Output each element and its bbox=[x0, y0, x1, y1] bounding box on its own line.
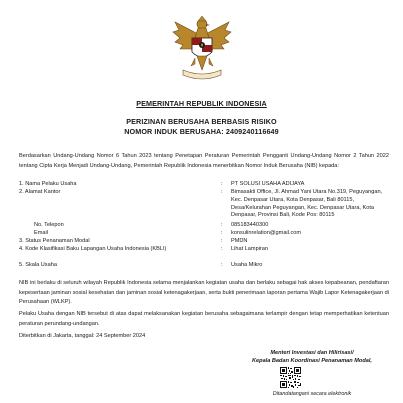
field-label: Email bbox=[34, 230, 48, 236]
intro-paragraph: Berdasarkan Undang-Undang Nomor 6 Tahun 2023 tentang Penetapan Peraturan Pemerintah Pengganti Undang-Undang Nomor 2 Tahun 2022 tentang Cipta Kerja Menjadi Undang-Undang, Pemerintah Republik Indonesia menerbitkan Nomor Induk Berusaha (NIB) kepada: bbox=[19, 153, 389, 169]
field-colon: : bbox=[221, 246, 223, 252]
e-signature-note: Ditandatangani secara elektronik bbox=[272, 391, 352, 397]
field-value: Lihat Lampiran bbox=[231, 246, 269, 252]
field-colon: : bbox=[221, 181, 223, 187]
nib-number: NOMOR INDUK BERUSAHA: 2409240116649 bbox=[124, 127, 279, 136]
field-label: No. Telepon bbox=[34, 222, 64, 228]
field-colon: : bbox=[221, 222, 223, 228]
field-value: PMDN bbox=[231, 238, 248, 244]
field-value: Bimasakti Office, Jl. Ahmad Yani Utara No.319, Peguyangan, Kec. Denpasar Utara, Kota Denpasar, Bali 80115, Desa/Kelurahan Peguyangan, Kec. Denpasar Utara, Kota Denpasar, Provinsi Bali, Kode Pos: 80115 bbox=[231, 189, 383, 219]
signatory-title-1: Menteri Investasi dan Hilirisasi/ bbox=[270, 350, 354, 356]
field-colon: : bbox=[221, 189, 223, 195]
field-value: PT SOLUSI USAHA ADIJAYA bbox=[231, 181, 305, 187]
field-label: 3. Status Penanaman Modal bbox=[19, 238, 90, 244]
field-label: 5. Skala Usaha bbox=[19, 262, 57, 268]
field-label: 2. Alamat Kantor bbox=[19, 189, 61, 195]
signatory-title-2: Kepala Badan Koordinasi Penanaman Modal, bbox=[252, 358, 372, 364]
issued-date: Diterbitkan di Jakarta, tanggal: 24 September 2024 bbox=[19, 333, 146, 339]
qr-code-icon bbox=[280, 367, 301, 388]
field-label: 4. Kode Klasifikasi Baku Lapangan Usaha Indonesia (KBLI) bbox=[19, 246, 167, 252]
field-value: Usaha Mikro bbox=[231, 262, 263, 268]
pelaku-usaha-paragraph: Pelaku Usaha dengan NIB tersebut di atas dapat melaksanakan kegiatan berusaha sebagaimana terlampir dengan tetap memperhatikan ketentuan peraturan perundang-undangan. bbox=[19, 311, 389, 327]
field-colon: : bbox=[221, 238, 223, 244]
field-colon: : bbox=[221, 230, 223, 236]
field-value: 085183440300 bbox=[231, 222, 269, 228]
garuda-emblem-icon bbox=[171, 14, 233, 86]
field-label: 1. Nama Pelaku Usaha bbox=[19, 181, 77, 187]
document-title: PERIZINAN BERUSAHA BERBASIS RISIKO bbox=[126, 117, 277, 126]
field-colon: : bbox=[221, 262, 223, 268]
field-value: konsulinrelation@gmail.com bbox=[231, 230, 302, 236]
nib-validity-paragraph: NIB ini berlaku di seluruh wilayah Republik Indonesia selama menjalankan kegiatan usaha dan berlaku sebagai hak akses kepabeanan, pendaftaran kepesertaan jaminan sosial kesehatan dan jaminan sosial ketenagakerjaan, serta bukti penerimaan laporan pertama Wajib Lapor Ketenagakerjaan di Perusahaan (WLKP). bbox=[19, 280, 389, 305]
republic-heading: PEMERINTAH REPUBLIK INDONESIA bbox=[136, 99, 267, 108]
